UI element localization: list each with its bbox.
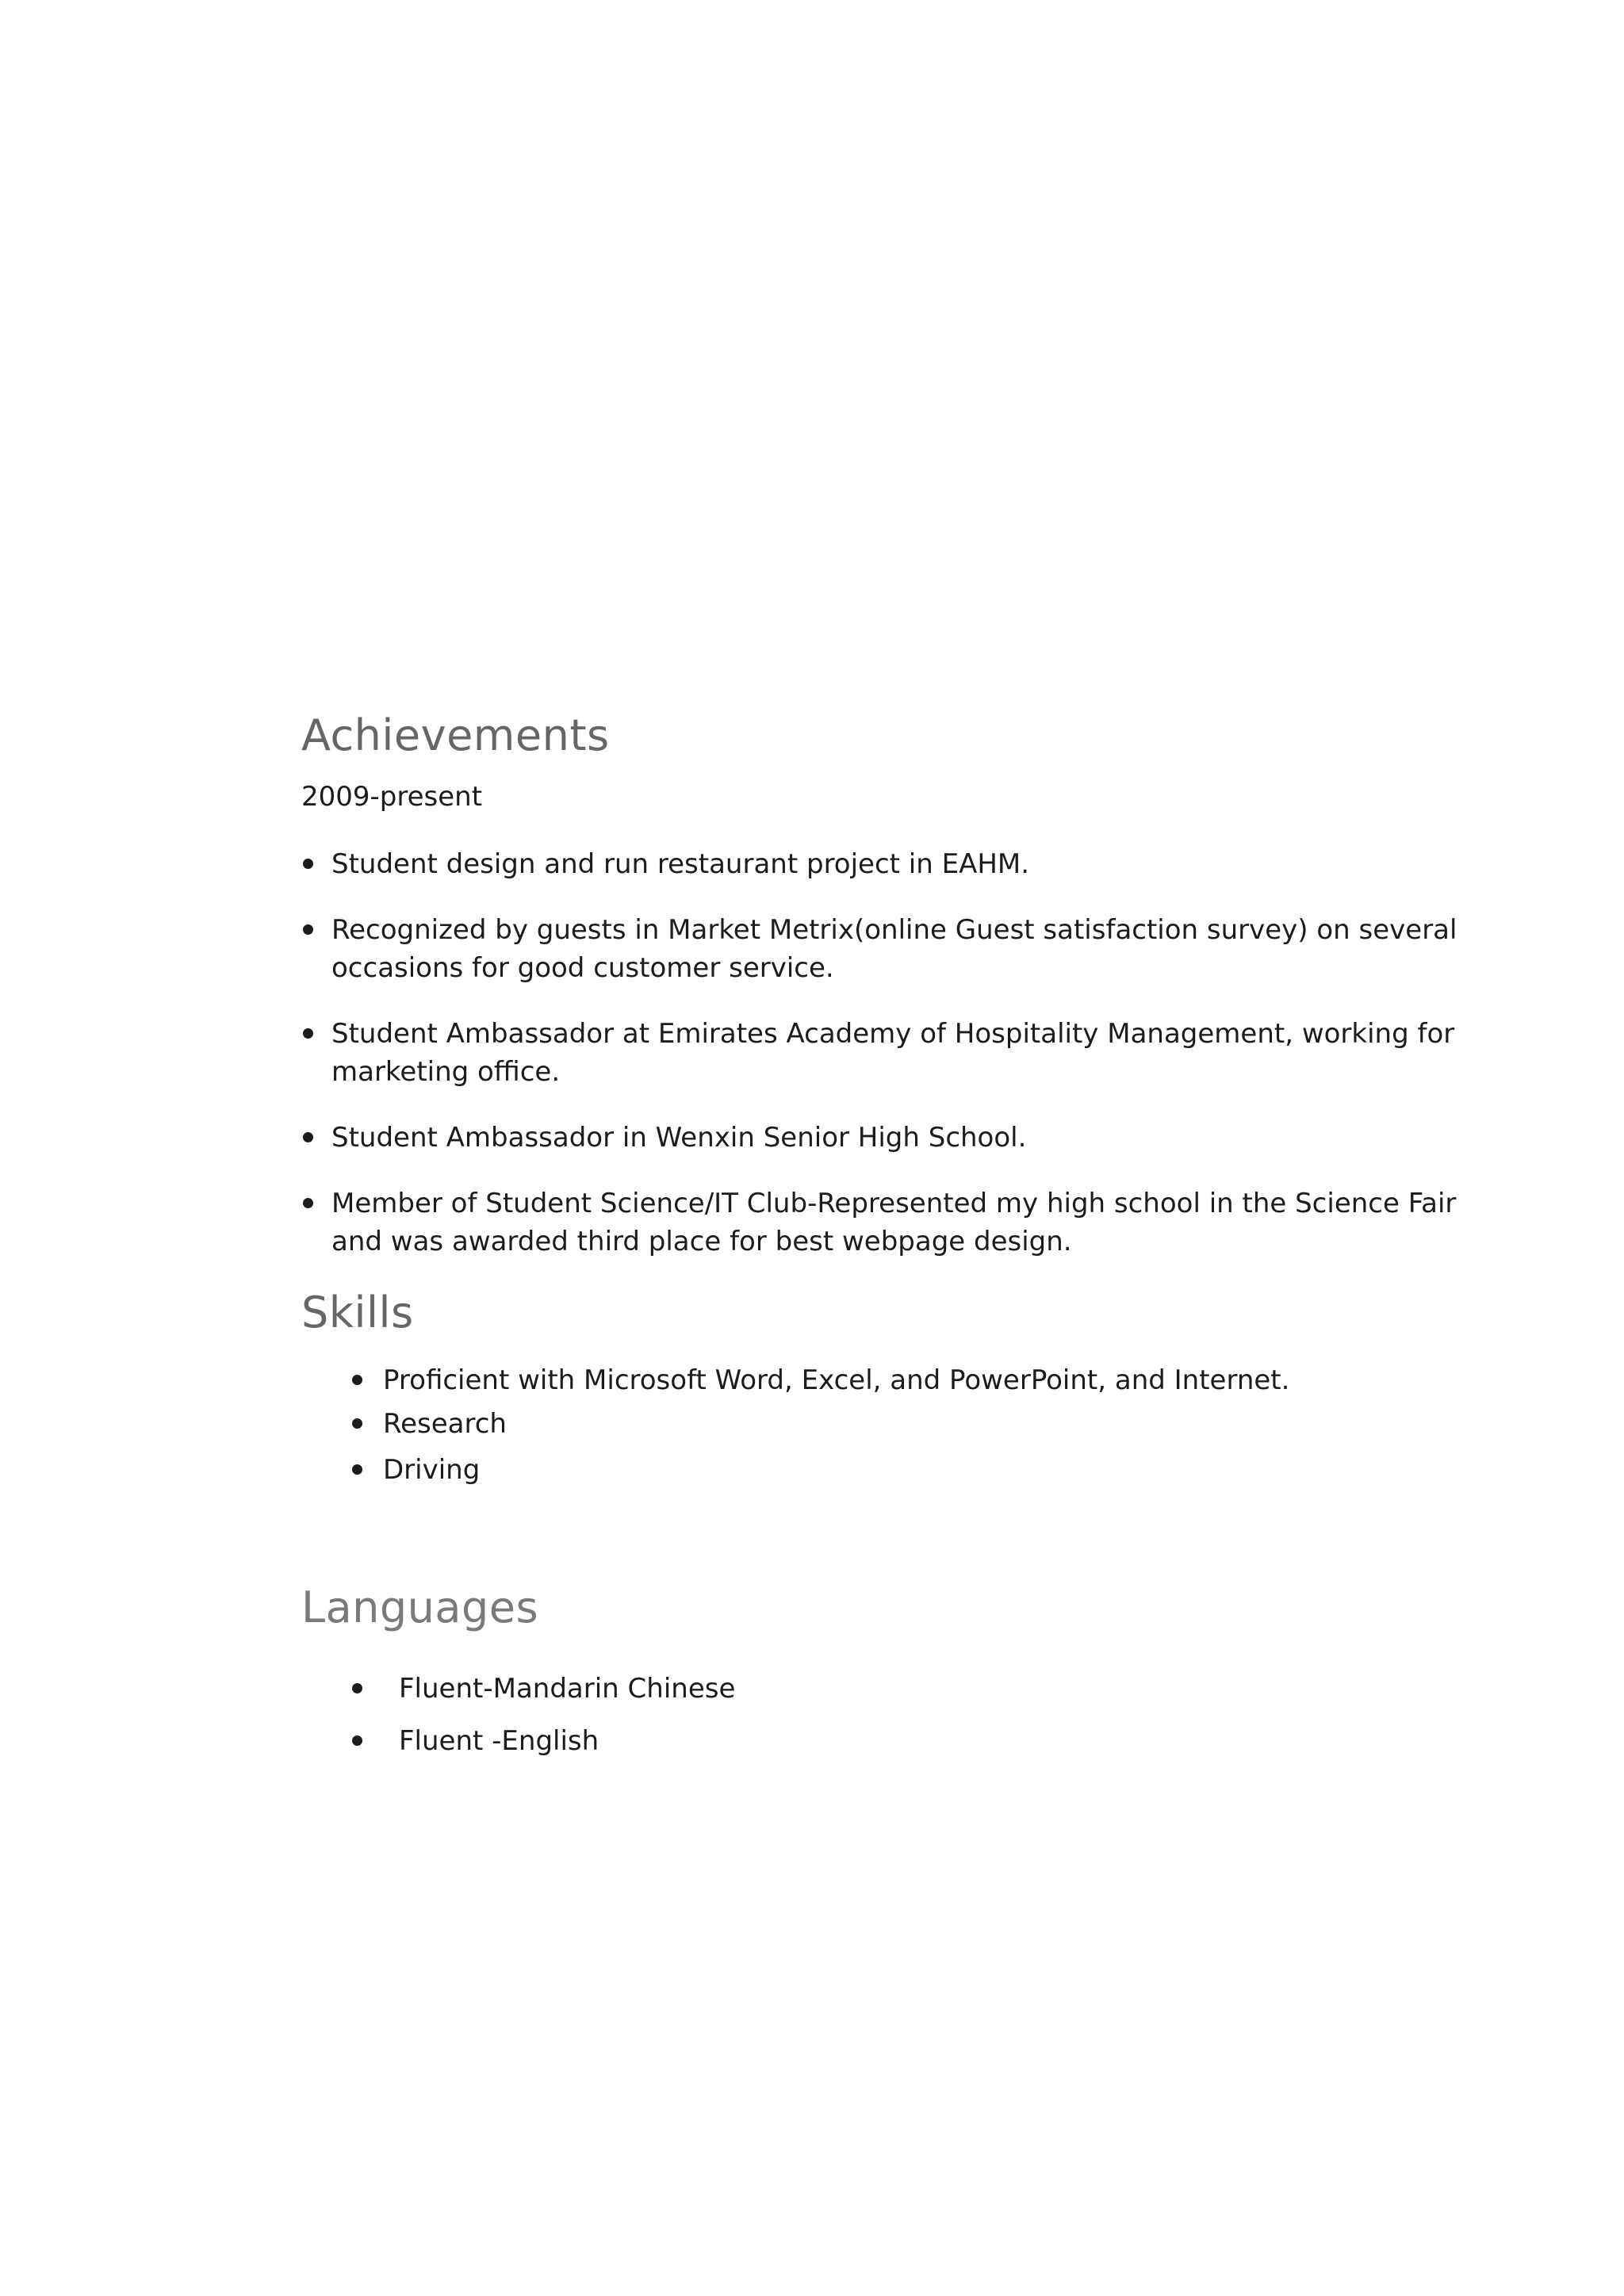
achievement-line: and was awarded third place for best webpage design. (331, 1226, 1072, 1257)
bullet-icon (303, 1132, 313, 1142)
achievement-line: marketing office. (331, 1056, 561, 1088)
bullet-icon (303, 1198, 313, 1208)
bullet-icon (303, 859, 313, 869)
achievement-line: Student design and run restaurant project in EAHM. (331, 848, 1030, 880)
skills-heading: Skills (301, 1288, 414, 1337)
bullet-icon (352, 1375, 362, 1385)
languages-heading: Languages (301, 1582, 539, 1632)
skill-text: Proficient with Microsoft Word, Excel, and PowerPoint, and Internet. (383, 1364, 1290, 1396)
bullet-icon (352, 1735, 362, 1746)
achievement-line: Student Ambassador at Emirates Academy of Hospitality Management, working for (331, 1018, 1455, 1050)
achievements-heading: Achievements (301, 710, 610, 760)
achievement-line: Member of Student Science/IT Club-Represented my high school in the Science Fair (331, 1188, 1457, 1219)
language-text: Fluent-Mandarin Chinese (399, 1673, 736, 1705)
bullet-icon (303, 1028, 313, 1039)
skill-text: Research (383, 1408, 507, 1440)
bullet-icon (303, 924, 313, 935)
achievements-period: 2009-present (301, 781, 483, 813)
achievement-line: Student Ambassador in Wenxin Senior High School. (331, 1122, 1027, 1154)
achievement-line: Recognized by guests in Market Metrix(online Guest satisfaction survey) on several (331, 914, 1457, 946)
bullet-icon (352, 1464, 362, 1475)
bullet-icon (352, 1418, 362, 1429)
achievement-line: occasions for good customer service. (331, 952, 834, 984)
bullet-icon (352, 1683, 362, 1693)
language-text: Fluent -English (399, 1725, 599, 1757)
skill-text: Driving (383, 1454, 481, 1486)
